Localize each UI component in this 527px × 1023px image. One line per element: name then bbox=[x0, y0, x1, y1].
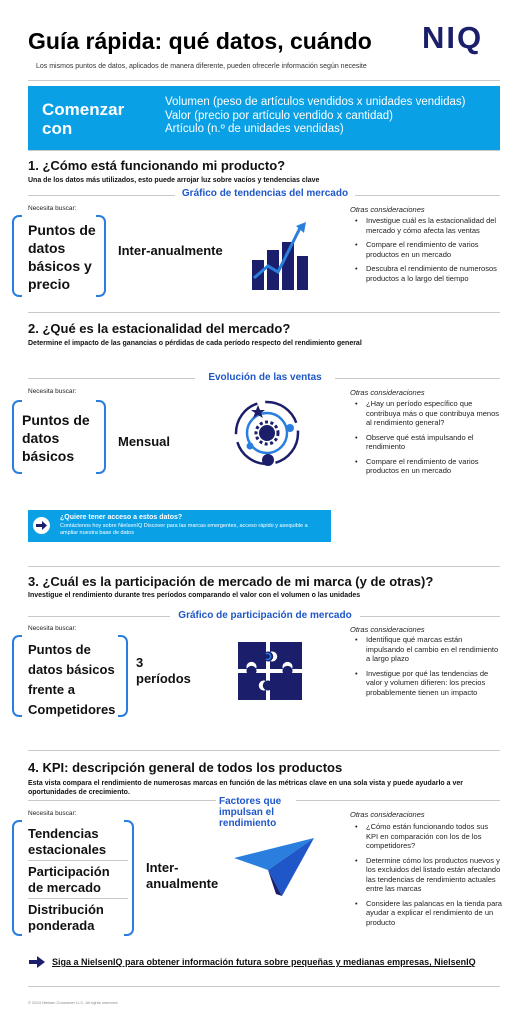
copyright: © 2024 Nielsen Consumer LLC. All rights reserved. bbox=[28, 1000, 119, 1005]
list-item: • Investigue por qué las tendencias de valor y volumen difieren: los precios probablemente tienen un impacto bbox=[352, 669, 502, 698]
need-label: Necesita buscar: bbox=[28, 810, 77, 817]
page-title: Guía rápida: qué datos, cuándo bbox=[28, 28, 372, 54]
divider bbox=[28, 80, 500, 81]
divider bbox=[28, 150, 500, 151]
need-label: Necesita buscar: bbox=[28, 625, 77, 632]
section-3-chart-title: Gráfico de participación de mercado bbox=[170, 610, 360, 621]
need-label: Necesita buscar: bbox=[28, 388, 77, 395]
list-item: • Considere las palancas en la tienda para ayudar a explicar el rendimiento de un producto bbox=[352, 899, 502, 928]
section-1-when: Inter-anualmente bbox=[118, 243, 223, 258]
start-list bbox=[165, 96, 465, 137]
section-3-heading: 3. ¿Cuál es la participación de mercado de mi marca (y de otras)? bbox=[28, 574, 434, 589]
divider bbox=[28, 312, 500, 313]
niq-logo: NIQ bbox=[422, 20, 484, 55]
brace-left bbox=[12, 820, 22, 936]
brace-left bbox=[12, 215, 22, 297]
section-2-when: Mensual bbox=[118, 434, 171, 449]
other-label: Otras consideraciones bbox=[350, 205, 425, 214]
divider bbox=[28, 750, 500, 751]
section-1-need: Puntos de datos básicos y precio bbox=[28, 222, 96, 292]
list-item: • Compare el rendimiento de varios productos en un mercado bbox=[352, 457, 502, 476]
section-1-bullets bbox=[352, 216, 502, 288]
start-line: Valor (precio por artículo vendido x cantidad) bbox=[165, 109, 393, 122]
list-item: • ¿Cómo están funcionando todos sus KPI en comparación con los de los competidores? bbox=[352, 822, 502, 851]
section-2-bullets bbox=[352, 399, 502, 481]
start-label: Comenzar con bbox=[42, 100, 125, 138]
section-1-chart-title: Gráfico de tendencias del mercado bbox=[175, 188, 355, 199]
start-line: Artículo (n.º de unidades vendidas) bbox=[165, 123, 344, 135]
brace-right bbox=[124, 820, 134, 936]
cta-title[interactable]: ¿Quiere tener acceso a estos datos? bbox=[60, 514, 183, 521]
list-item: • Descubra el rendimiento de numerosos productos a lo largo del tiempo bbox=[352, 264, 502, 283]
list-item: • Observe qué está impulsando el rendimiento bbox=[352, 433, 502, 452]
list-item: • Determine cómo los productos nuevos y los excluidos del listado están afectando las tendencias de rendimiento actuales entre las marcas bbox=[352, 856, 502, 894]
section-4-heading: 4. KPI: descripción general de todos los productos bbox=[28, 760, 343, 775]
section-3-bullets bbox=[352, 635, 502, 702]
section-2-heading: 2. ¿Qué es la estacionalidad del mercado? bbox=[28, 321, 291, 336]
start-line: Volumen (peso de artículos vendidos x unidades vendidas) bbox=[165, 96, 466, 108]
puzzle-icon bbox=[236, 640, 304, 702]
list-item: • ¿Hay un período específico que contribuya más o que contribuya menos al rendimiento general? bbox=[352, 399, 502, 428]
divider bbox=[28, 566, 500, 567]
section-4-chart-title: Factores que impulsan el rendimiento bbox=[216, 796, 296, 829]
section-1-heading: 1. ¿Cómo está funcionando mi producto? bbox=[28, 158, 286, 173]
list-item: • Investigue cuál es la estacionalidad del mercado y cómo afecta las ventas bbox=[352, 216, 502, 235]
cta-text: Contáctenos hoy sobre NielsenIQ Discover para las marcas emergentes, acceso rápido y asequible a ampliar nuestra base de datos bbox=[60, 523, 308, 536]
section-3-when: 3 períodos bbox=[136, 655, 191, 686]
section-2-need: Puntos de datos básicos bbox=[22, 412, 90, 464]
section-2-description: Determine el impacto de las ganancias o pérdidas de cada período respecto del rendimiento general bbox=[28, 340, 362, 347]
bar-chart-trend-icon bbox=[250, 220, 310, 292]
section-4-need: Tendencias estacionales Participación de mercado Distribución ponderada bbox=[28, 826, 128, 934]
orbit-gear-icon bbox=[232, 398, 302, 468]
brace-right bbox=[118, 635, 128, 717]
section-3-description: Investigue el rendimiento durante tres períodos comparando el valor con el volumen o las unidades bbox=[28, 592, 361, 599]
brace-right bbox=[96, 215, 106, 297]
need-label: Necesita buscar: bbox=[28, 205, 77, 212]
page-subtitle: Los mismos puntos de datos, aplicados de manera diferente, pueden ofrecerle información según necesite bbox=[36, 63, 367, 70]
brace-right bbox=[96, 400, 106, 474]
list-item: • Compare el rendimiento de varios productos en un mercado bbox=[352, 240, 502, 259]
section-4-description: Esta vista compara el rendimiento de numerosas marcas en función de las métricas clave en una sola vista y puede ayudarlo a ver oportunidades de crecimiento. bbox=[28, 780, 463, 796]
other-label: Otras consideraciones bbox=[350, 625, 425, 634]
section-2-chart-title: Evolución de las ventas bbox=[195, 372, 335, 383]
section-4-bullets bbox=[352, 822, 502, 932]
list-item: • Identifique qué marcas están impulsando el cambio en el rendimiento a largo plazo bbox=[352, 635, 502, 664]
paper-plane-icon bbox=[232, 836, 316, 898]
follow-link[interactable]: Siga a NielsenIQ para obtener información futura sobre pequeñas y medianas empresas, NielsenIQ bbox=[52, 957, 476, 967]
brace-left bbox=[12, 400, 22, 474]
section-3-need: Puntos de datos básicos frente a Competidores bbox=[28, 642, 116, 717]
arrow-right-icon[interactable] bbox=[33, 517, 50, 534]
other-label: Otras consideraciones bbox=[350, 810, 425, 819]
arrow-right-icon[interactable] bbox=[28, 955, 46, 969]
section-1-description: Una de los datos más utilizados, esto puede arrojar luz sobre vacíos y tendencias clave bbox=[28, 177, 320, 184]
section-4-when: Inter- anualmente bbox=[146, 860, 219, 891]
other-label: Otras consideraciones bbox=[350, 388, 425, 397]
brace-left bbox=[12, 635, 22, 717]
divider bbox=[28, 986, 500, 987]
